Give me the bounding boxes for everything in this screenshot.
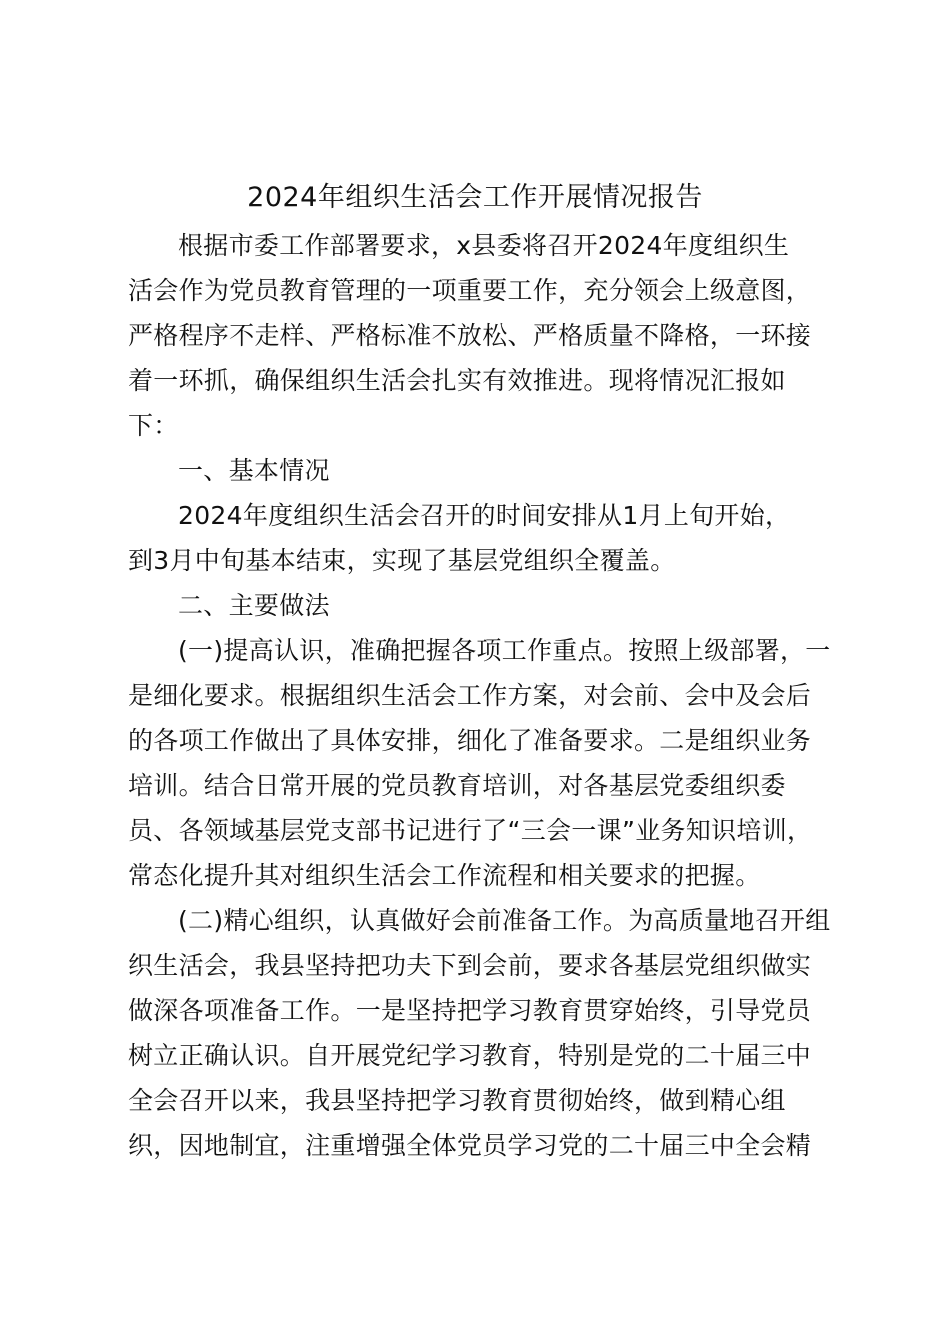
paragraph-line: (一)提高认识，准确把握各项工作重点。按照上级部署，一 bbox=[178, 636, 831, 665]
paragraph-line: 2024年度组织生活会召开的时间安排从1月上旬开始， bbox=[178, 501, 791, 530]
document-title: 2024年组织生活会工作开展情况报告 bbox=[247, 182, 703, 213]
paragraph-line: 做深各项准备工作。一是坚持把学习教育贯穿始终，引导党员 bbox=[128, 996, 812, 1025]
paragraph-line: 严格程序不走样、严格标准不放松、严格质量不降格，一环接 bbox=[128, 321, 812, 350]
paragraph-line: 培训。结合日常开展的党员教育培训，对各基层党委组织委 bbox=[128, 771, 786, 800]
paragraph-line: 到3月中旬基本结束，实现了基层党组织全覆盖。 bbox=[128, 546, 676, 575]
paragraph-line: 根据市委工作部署要求，x县委将召开2024年度组织生 bbox=[178, 231, 790, 260]
paragraph-line: 活会作为党员教育管理的一项重要工作，充分领会上级意图， bbox=[128, 276, 812, 305]
paragraph-line: 织生活会，我县坚持把功夫下到会前，要求各基层党组织做实 bbox=[128, 951, 812, 980]
paragraph-line: 树立正确认识。自开展党纪学习教育，特别是党的二十届三中 bbox=[128, 1041, 812, 1070]
paragraph-line: 员、各领域基层党支部书记进行了“三会一课”业务知识培训， bbox=[128, 816, 813, 845]
section-heading: 二、主要做法 bbox=[178, 591, 330, 620]
section-heading: 一、基本情况 bbox=[178, 456, 330, 485]
paragraph-line: 常态化提升其对组织生活会工作流程和相关要求的把握。 bbox=[128, 861, 761, 890]
paragraph-line: (二)精心组织，认真做好会前准备工作。为高质量地召开组 bbox=[178, 906, 831, 935]
paragraph-line: 全会召开以来，我县坚持把学习教育贯彻始终，做到精心组 bbox=[128, 1086, 786, 1115]
paragraph-line: 着一环抓，确保组织生活会扎实有效推进。现将情况汇报如 bbox=[128, 366, 786, 395]
paragraph-line: 织，因地制宜，注重增强全体党员学习党的二十届三中全会精 bbox=[128, 1131, 812, 1160]
paragraph-line: 下： bbox=[128, 411, 179, 440]
paragraph-line: 是细化要求。根据组织生活会工作方案，对会前、会中及会后 bbox=[128, 681, 812, 710]
paragraph-line: 的各项工作做出了具体安排，细化了准备要求。二是组织业务 bbox=[128, 726, 812, 755]
